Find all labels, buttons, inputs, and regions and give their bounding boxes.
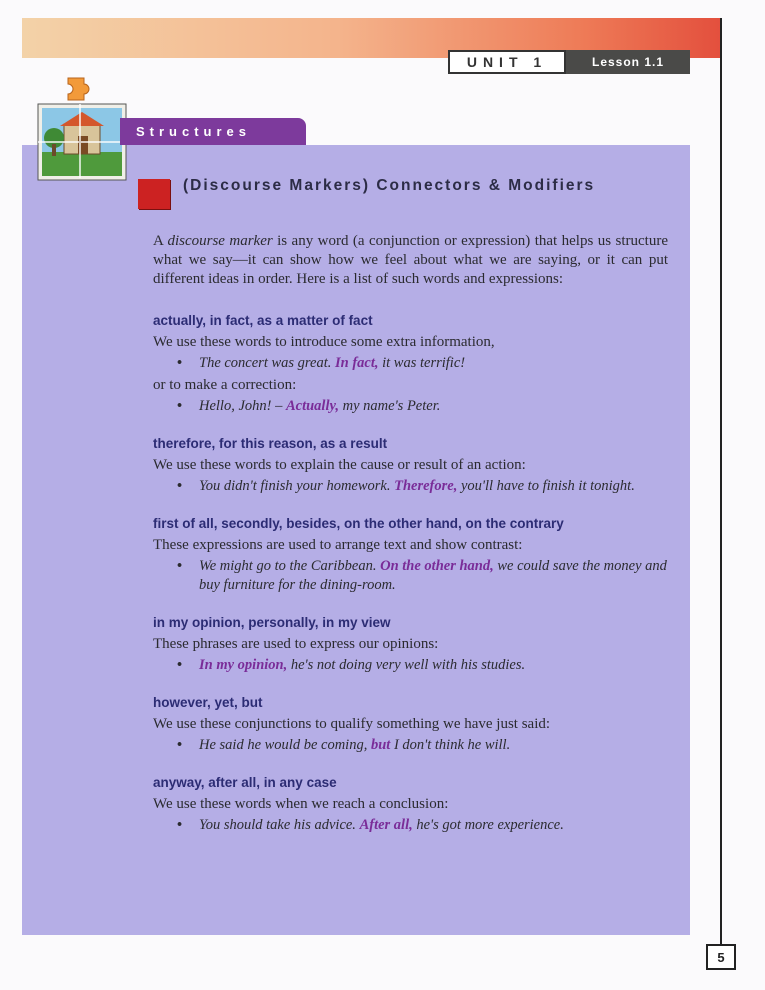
bullet-icon: • [177, 478, 183, 494]
example-text: You should take his advice. [199, 817, 360, 833]
example-text: I don't think he will. [390, 737, 511, 753]
group-title: actually, in fact, as a matter of fact [153, 313, 373, 328]
example-item [153, 656, 668, 675]
example-text: my name's Peter. [339, 398, 441, 414]
structures-tab: Structures [120, 118, 306, 145]
example-marker: Actually, [285, 398, 340, 414]
intro-text-end: is any word (a conjunction or expression) that helps us structure what we say—it can show how we feel about what we are saying, or it can put different ideas in order. Here is a list of such words and expressions: [153, 233, 668, 287]
intro-text-start: A [153, 233, 168, 249]
example-item [153, 816, 668, 835]
page-number: 5 [706, 944, 736, 970]
example-text: You didn't finish your homework. [199, 478, 395, 494]
example-text: Hello, John! – [199, 398, 286, 414]
heading-marker [138, 179, 170, 209]
example-marker: Therefore, [394, 478, 458, 494]
group-explanation: We use these words when we reach a conclusion: [153, 796, 449, 812]
example-text: he's got more experience. [412, 817, 564, 833]
example-marker: In fact, [335, 355, 379, 371]
group-first-of-all [153, 515, 668, 595]
bullet-icon: • [177, 355, 183, 371]
bullet-icon: • [177, 817, 183, 833]
lesson-content [153, 232, 668, 854]
group-title: in my opinion, personally, in my view [153, 615, 391, 630]
group-explanation: We use these words to introduce some extra information, [153, 334, 495, 350]
unit-label: UNIT 1 [448, 50, 566, 74]
puzzle-icon [30, 74, 130, 184]
example-item [153, 397, 668, 416]
group-actually [153, 312, 668, 416]
group-explanation: or to make a correction: [153, 377, 297, 393]
group-explanation: We use these words to explain the cause or result of an action: [153, 457, 526, 473]
example-text: We might go to the Caribbean. [199, 558, 381, 574]
bullet-icon: • [177, 737, 183, 753]
example-marker: but [370, 737, 391, 753]
example-item [153, 736, 668, 755]
group-explanation: These phrases are used to express our opinions: [153, 636, 439, 652]
example-text: The concert was great. [199, 355, 335, 371]
group-therefore [153, 435, 668, 496]
group-title: therefore, for this reason, as a result [153, 436, 388, 451]
example-marker: After all, [359, 817, 413, 833]
group-title: anyway, after all, in any case [153, 775, 337, 790]
example-text: He said he would be coming, [199, 737, 371, 753]
example-marker: In my opinion, [199, 657, 288, 673]
right-margin-rule [720, 18, 722, 948]
example-marker: On the other hand, [380, 558, 494, 574]
group-opinion [153, 614, 668, 675]
intro-term: discourse marker [167, 233, 273, 249]
bullet-icon: • [177, 558, 183, 574]
example-text: you'll have to finish it tonight. [457, 478, 635, 494]
example-text: we could save the money and buy furniture for the dining-room. [199, 558, 667, 593]
section-title: (Discourse Markers) Connectors & Modifiers [183, 177, 596, 194]
bullet-icon: • [177, 398, 183, 414]
intro-paragraph [153, 232, 668, 289]
lesson-label: Lesson 1.1 [566, 50, 690, 74]
example-item [153, 557, 668, 595]
group-however [153, 694, 668, 755]
group-explanation: We use these conjunctions to qualify something we have just said: [153, 716, 551, 732]
example-text: he's not doing very well with his studies. [287, 657, 526, 673]
group-explanation: These expressions are used to arrange text and show contrast: [153, 537, 523, 553]
example-item [153, 354, 668, 373]
group-title: first of all, secondly, besides, on the other hand, on the contrary [153, 516, 564, 531]
group-title: however, yet, but [153, 695, 263, 710]
bullet-icon: • [177, 657, 183, 673]
example-item [153, 477, 668, 496]
group-anyway [153, 774, 668, 835]
example-text: it was terrific! [378, 355, 466, 371]
